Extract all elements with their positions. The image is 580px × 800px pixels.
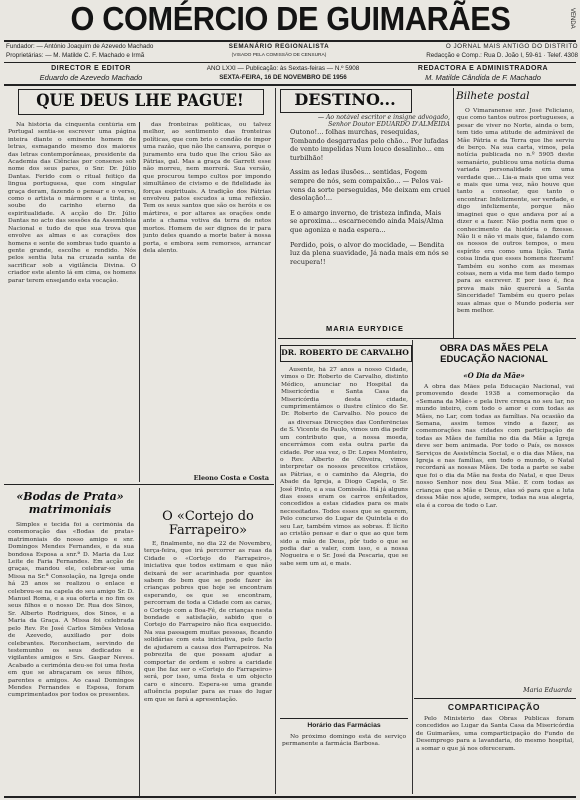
header-bottom-rule — [4, 84, 576, 86]
censorship-note: (VISADO PELA COMISSÃO DE CENSURA) — [231, 53, 327, 58]
poem-dedication-line2: Senhor Doutor EDUARDO D'ALMEIDA — [328, 121, 450, 129]
poem-stanza-2: Assim as ledas ilusões... sentidas, Fogem sempre de nós, sem compaixão... — Pelos vai-vens da sorte perseguidas, Me deixam em cruel desolação!... — [290, 168, 450, 203]
article-que-deus-col1: Na história da cinquenta centúria em Portugal sentia-se escrever uma página inteira diante o eminente homem de letras, esmagando mesmo dos maiores das letras contemporâneas, presidente da Academia das Ciências por consenso sob nome dos seus pares, o Snr. Dr. Júlio Dantas. Ferido com o ritual feitiço da lingua portuguesa, que com singular graça deram, fazendo o pensar e o verso, como o artista o mármore e a tinta, se soube do carinho eterno da espiritualidade. A acção do Dr. Júlio Dantas no acto das sessões da Assembleia Nacional e tudo de que sua trova que envolve as almas e as corações dos homens e sente de sombras tudo quanto a gente grande, escolhe e rendido. Nós pelos sentia luta na cruzada santa de sacrificar sob a vigilância Divina. O criador este alento lá em cima, os homens parar terem ensejando esta vocação. — [8, 122, 136, 284]
section-rule — [4, 484, 274, 485]
column-rule — [412, 340, 413, 794]
column-rule — [453, 88, 454, 338]
poem-body — [290, 128, 450, 328]
poem-stanza-4: Perdido, pois, o alvor do mocidade, — Bendita luz da plena suavidade, Já nada mais em nós se recupera!! — [290, 240, 449, 266]
column-rule — [139, 122, 140, 482]
poem-dedication-line1: — Ao notável escritor e insigne advogado, — [317, 114, 450, 121]
poem-author: MARIA EURYDICE — [326, 324, 404, 333]
issue-block — [178, 64, 388, 82]
article-obra-maes-text: A obra das Mães pela Educação Nacional, vai promovendo desde 1938 a comemoração da «Semana da Mãe» e pela livre crença no seu lar, no mundo inteiro, com todo o amor e com todas as Mães, no Lar, com todas as famílias. Na ocasião da Semana, assim temos vindo a fazer, as comemorações nas cidades com participação de todas as Mães de família no dia da Mãe a Igreja deve ser bem animada. Por todo o País, os nossos Serviços de Assistência Social, e o dia das Mães, na Igreja e nas famílias, em todo o mundo, o Natal recordará as nossas Mães. De toda a parte se sabe que foi o dia da Mãe na festa do Natal, e que Deus nosso Senhor nos deu Sua Mãe. E com todas as crianças que a Mãe e Deus, elas só para que a luta dessa Mãe nos ajude, sempre, todas na sua alegria, ela é a coroa de todo o Lar. — [416, 384, 574, 509]
issue-date: SEXTA-FEIRA, 16 DE NOVEMBRO DE 1956 — [219, 74, 347, 81]
poem-stanza-3: E o amargo inverno, de tristeza infinda, Mais se aproxima... escarnecendo ainda Mais/Alma que agoniza e nada espera... — [290, 208, 444, 234]
article-carvalho-text: Ausente, há 27 anos a nosso Cidade, vimos o Dr. Roberto de Carvalho, distinto Médico, anunciar no Hospital da Misericórdia e Santa Casa da Misericórdia desta cidade, cumprimentámos o ilustre clínico do Sr. Dr. Roberto de Carvalho. No pouco de — [281, 367, 408, 418]
article-headline-obra-maes: OBRA DAS MÃES PELA EDUCAÇÃO NACIONAL — [439, 343, 549, 365]
article-cortejo-continued: as diversas Direcções das Conferências de S. Vicente de Paulo, vimos um dia pedir um contributo que, a nossa moeda, encerrámos com esta outra parte da cidade. Por sua vez, o Dr. Lopes Monteiro, o Rev. Alberto de Oliveira, vimos interpretar os nossos preceitos cristãos, as Pátrias, e o caminho da Alegria, do Abade da Igreja, a Diogo Capela, o Sr. José Pinto, e a sua Comissão. Há já alguns dias esses eram os carros enfeitados, concedidos a estas cidades para os mais necessitados. Todos esses que se querem, Pelo concurso do Lugar de Quintela e do seu Lar, também vimos as sobras. É lícito ao cristão pensar e dar o que ao que tem sido a mão de Deus, pôr tudo o que se podia dar a valer, com isso, e a nossa Nogueira e o Sr. José da Pescaria, que se sabe sem um ai, e mais. — [280, 420, 408, 567]
poem-headline: DESTINO... — [294, 90, 396, 109]
article-headline-que-deus: QUE DEUS LHE PAGUE! — [36, 91, 244, 111]
newspaper-title: O COMÉRCIO DE GUIMARÃES — [70, 0, 510, 37]
section-rule — [280, 718, 408, 719]
article-headline-carvalho: DR. ROBERTO DE CARVALHO — [281, 348, 409, 357]
owners-line: Proprietárias: — M. Matilde C. F. Machado e Irmã — [6, 52, 145, 59]
column-rule — [275, 88, 276, 794]
section-rule — [414, 698, 576, 699]
admin-block — [390, 64, 576, 82]
director-block — [6, 64, 176, 82]
pharmacy-schedule-title: Horário das Farmácias — [307, 722, 381, 729]
admin-name: M. Matilde Cândida de F. Machado — [425, 73, 541, 82]
founder-line: Fundador: — António Joaquim de Azevedo Machado — [6, 43, 154, 50]
poem-stanza-1: Outono!... folhas murchas, resequidas, Tombando desgarradas pelo chão... Por lufadas de vento impelidas Num louco desalinho... em turbilhão! — [290, 128, 449, 162]
comparticipacao-title: COMPARTICIPAÇÃO — [447, 702, 541, 712]
director-label: DIRECTOR E EDITOR — [51, 65, 131, 72]
article-cortejo-text: É, finalmente, no dia 22 de Novembro, terça-feira, que irá percorrer as ruas da Cidade o «Cortejo do Farrapeiro», iniciativa que todos estimam e que não deixará de ser acarinhada por quantos sabem do bem que se pode fazer às crianças pobres que hoje se encontram esperando, os que se encontram, percorram de toda a Cidade com as caras, o Cortejo com a Boa-Fé, de crianças nesta bondade e satisfação, sabido que o Cortejo do Farrapeiro não fica esquecido. Na sua passagem muitas pessoas, ficando solidárias com esta iniciativa, pelo facto de ajudarem a causa dos Farrapeiros. Na pobrezita de que possam ajudar a comportar de ordem e sobre a caridade que lhe faz ser o «Cortejo do Farrapeiro» será, por isso, uma festa e um objecto caro e sincero. Espera-se uma grande afluência popular para as ruas do lugar em que se fará a apresentação. — [144, 541, 272, 703]
page-bottom-rule — [4, 796, 576, 798]
article-headline-cortejo: O «Cortejo do Farrapeiro» — [162, 509, 254, 538]
info-rule — [4, 62, 576, 63]
article-que-deus-signature: Eleono Costa e Costa — [193, 474, 269, 482]
weekly-label: SEMANÁRIO REGIONALISTA — [228, 43, 330, 50]
masthead-side-label: VENDA — [569, 8, 575, 29]
bilhete-postal-title: Bilhete postal — [456, 90, 530, 102]
admin-label: REDACTORA E ADMINISTRADORA — [417, 65, 549, 72]
oldest-paper-label: O JORNAL MAIS ANTIGO DO DISTRITO — [445, 43, 578, 50]
bilhete-postal-signature: Maria Eduarda — [523, 686, 572, 694]
bilhete-postal-text: O Vimaranense snr. José Feliciano, que como tantos outros portugueses, a pesar de viver no Norte, ainda o tem, tem tido uma atitude de admirável de Mãe Pátria e da Terra que lhe serviu de berço. Na sua carta, vimos, pela notícia publicada no n.º 5905 deste semanário, publicou uma notícia duma variada personalidade em uma verdade que... Lia-a mais que uma vez e mais que uma vez, não houve que tanto a consolar, que tanto o encontrar. Infelizmente, ser verdade, e digo infelizmente, porque não imaginei que o que andava por aí a dizer e a fazer. Não podia nem que o conhecimento da história o fizesse. Não li e não vi mais que, falando com os nossos de outros tempos, o meu espírito era como uma lição. Tanta coisa linda que esses homens fizeram! Também eu sonho com as mesmas coisas, nem a vida me tem dado tempo para as escrever. E por isso é, fica prova mais não quererá a Santa Sinceridade! Também eu quero pelas suas almas que o Mundo poderia ser bem melhor. — [457, 108, 574, 314]
address-line: Redacção e Comp.: Rua D. João I, 59-61 · Telef. 4308 — [426, 52, 578, 59]
section-rule — [278, 338, 576, 339]
article-obra-maes-subtitle: «O Dia da Mãe» — [463, 371, 525, 380]
article-headline-bodas: «Bodas de Prata» matrimoniais — [16, 490, 124, 516]
comparticipacao-text: Pelo Ministério das Obras Públicas foram concedidos ao Lugar da Santa Casa da Misericórdia de Guimarães, uma comparticipação do Fundo de Desemprego para a lavandaria, do mesmo hospital, a somar o que já nos ofereceram. — [416, 716, 574, 752]
issue-number: ANO LXXI — Publicação: às Sextas-feiras — N.º 5908 — [206, 65, 360, 72]
director-name: Eduardo de Azevedo Machado — [39, 73, 143, 82]
article-bodas-text: Simples e tecida foi a cerimónia da comemoração das «Bodas de prata» matrimoniais do nosso amigo e snr. Domingos Mendes Fernandes, e da sua bondosa Esposa a snr.ª D. Maria da Luz Leite de Faria Fernandes. Em acção de graças, mandou ele, celebrar-se uma Missa na Sr.ª Consolação, na Igreja onde há 25 anos se realizou o enlace e celebrou-se na capela do seu amigo Sr. D. Manuel Roma, e a sua oferta e no fim os seus filhos e o nosso Dr. Rua dos Sinos, Sr. Alberto Rodrigues, dos Sinos, e a Maria da Graça. A Missa foi celebrada pelo Rev. P.e José Carlos Simões Velosa de Azevedo, auxiliado por dois celebrantes. Reconheciam, servindo de testemunho os seus dedicados e vigilantes amigos e Srs. Gaspar Neves. Acabado a cerimónia deu-se foi uma festa em que se abraçaram os seus filhos, parentes e amigos. Ao casal Domingos Mendes Fernandes e Esposa, foram cumprimentados por todos os presentes. — [8, 522, 134, 699]
column-rule — [139, 488, 140, 796]
masthead — [0, 0, 580, 38]
pharmacy-schedule-text: No próximo domingo está de serviço permanente a farmácia Barbosa. — [282, 734, 406, 748]
article-que-deus-col2: das fronteiras políticas, ou talvez melhor, ao sentimento das fronteiras políticas, que com brio o condão de impor uma razão, que não lhe cansava, porque o juramento era tudo que lhe criou São as Pátrias, gal. Mas a graça de Garrett esse não morreu, nem morrerá. Sua versão, que procurou tempo cultos por impondo simultâneo de civismo e de fidelidade às forças espirituais. A tradição dos Pátrias envolveu patos escudos a uma reflexão. Tem os seus santos que são os heróis e os mártires, e por altares as orações onde ante a chama votiva da terra de netos mortos. Homem de ser dignos de ir para junto deles quando a morte bater à nossa porta, e embora sem remorsos, arrancar dela alento. — [143, 122, 271, 254]
